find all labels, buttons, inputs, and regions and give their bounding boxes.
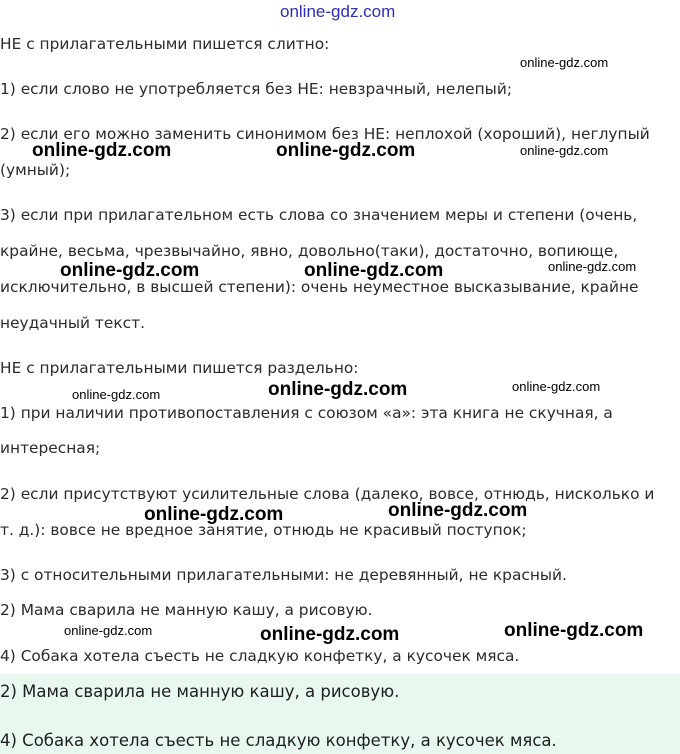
separate-rule-3: 3) с относительными прилагательными: не деревянный, не красный. [0,566,567,584]
fused-rule-3-line-4: неудачный текст. [0,314,145,332]
answer-4: 4) Собака хотела съесть не сладкую конфетку, а кусочек мяса. [0,731,557,750]
watermark-text: online-gdz.com [520,55,609,70]
watermark-text: online-gdz.com [144,504,284,525]
watermark-text: online-gdz.com [388,500,528,521]
watermark-text: online-gdz.com [512,379,601,394]
separate-rule-1-line-1: 1) при наличии противопоставления с союзом «а»: эта книга не скучная, а [0,404,613,422]
separate-rule-1-line-2: интересная; [0,439,101,457]
watermark-text: online-gdz.com [72,387,161,402]
answer-2: 2) Мама сварила не манную кашу, а рисовую. [0,682,400,701]
separate-rule-2-line-1: 2) если присутствуют усилительные слова (далеко, вовсе, отнюдь, нисколько и [0,485,655,503]
fused-heading: НЕ с прилагательными пишется слитно: [0,35,330,53]
watermark-text: online-gdz.com [280,2,396,21]
fused-rule-3-line-3: исключительно, в высшей степени): очень неуместное высказывание, крайне [0,278,639,296]
watermark-text: online-gdz.com [276,140,416,161]
example-2: 2) Мама сварила не манную кашу, а рисовую. [0,601,373,619]
watermark-text: online-gdz.com [260,624,400,645]
fused-rule-2-line-1: 2) если его можно заменить синонимом без НЕ: неплохой (хороший), неглупый [0,125,650,143]
fused-rule-2-line-2: (умный); [0,161,71,179]
watermark-text: online-gdz.com [60,260,200,281]
example-4: 4) Собака хотела съесть не сладкую конфетку, а кусочек мяса. [0,647,520,665]
watermark-text: online-gdz.com [268,379,408,400]
watermark-text: online-gdz.com [520,143,609,158]
separate-heading: НЕ с прилагательными пишется раздельно: [0,359,359,377]
separate-rule-2-line-2: т. д.): вовсе не вредное занятие, отнюдь не красивый поступок; [0,521,527,539]
fused-rule-3-line-1: 3) если при прилагательном есть слова со значением меры и степени (очень, [0,206,638,224]
watermark-text: online-gdz.com [64,623,153,638]
watermark-text: online-gdz.com [548,259,637,274]
fused-rule-1: 1) если слово не употребляется без НЕ: невзрачный, нелепый; [0,80,513,98]
watermark-text: online-gdz.com [304,260,444,281]
fused-rule-3-line-2: крайне, весьма, чрезвычайно, явно, довольно(таки), достаточно, вопиюще, [0,242,619,260]
watermark-text: online-gdz.com [504,620,644,641]
watermark-text: online-gdz.com [32,140,172,161]
